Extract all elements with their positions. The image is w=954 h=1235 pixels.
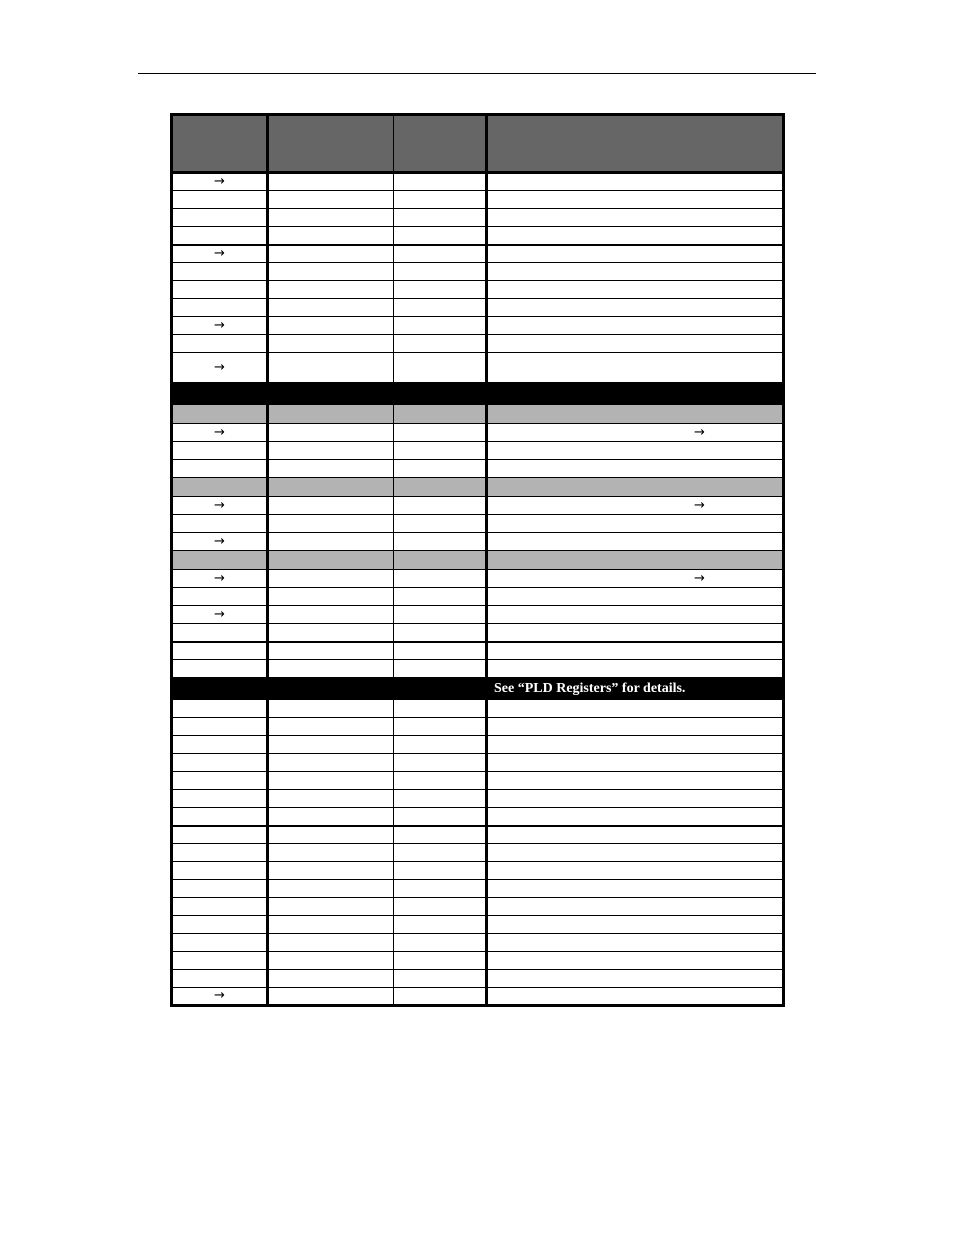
table-row (172, 660, 784, 678)
table-row (172, 736, 784, 754)
table-row (172, 281, 784, 299)
arrow-icon: → (214, 245, 225, 261)
table-row (172, 460, 784, 478)
table-row (172, 898, 784, 916)
arrow-icon: → (214, 424, 225, 440)
table-row (172, 497, 784, 515)
table-row (172, 880, 784, 898)
arrow-icon: → (214, 606, 225, 622)
table-row (172, 790, 784, 808)
subsection-row (172, 551, 784, 570)
table-row (172, 353, 784, 383)
table-row (172, 754, 784, 772)
table-row (172, 970, 784, 988)
arrow-icon: → (214, 497, 225, 513)
table-row (172, 209, 784, 227)
header-cell (394, 115, 487, 173)
table-row (172, 826, 784, 844)
table-row (172, 263, 784, 281)
arrow-icon: → (214, 533, 225, 549)
header-cell (268, 115, 394, 173)
register-table (170, 113, 785, 1007)
arrow-icon: → (214, 570, 225, 586)
table-row (172, 700, 784, 718)
section-row (172, 383, 784, 405)
arrow-icon: → (694, 570, 705, 586)
table-row (172, 916, 784, 934)
table-row (172, 317, 784, 335)
header-cell (487, 115, 784, 173)
arrow-icon: → (214, 359, 225, 375)
table-row (172, 515, 784, 533)
table-row (172, 606, 784, 624)
table-row (172, 934, 784, 952)
table-row (172, 442, 784, 460)
table-row (172, 245, 784, 263)
arrow-icon: → (214, 317, 225, 333)
table-row (172, 570, 784, 588)
table-row (172, 642, 784, 660)
table-row (172, 718, 784, 736)
table-row (172, 808, 784, 826)
arrow-icon: → (214, 174, 225, 189)
table-row (172, 988, 784, 1006)
pld-section-row (172, 678, 784, 700)
pld-section-note: See “PLD Registers” for details. (487, 678, 784, 700)
table-row (172, 191, 784, 209)
header-cell (172, 115, 268, 173)
arrow-icon: → (214, 988, 225, 1003)
table-row (172, 772, 784, 790)
table-row (172, 862, 784, 880)
table-row (172, 533, 784, 551)
arrow-icon: → (694, 497, 705, 513)
table-row (172, 335, 784, 353)
subsection-row (172, 478, 784, 497)
table-row (172, 952, 784, 970)
table-row (172, 173, 784, 191)
table-row (172, 227, 784, 245)
table-row (172, 424, 784, 442)
table-row (172, 624, 784, 642)
page-header-rule (138, 73, 816, 74)
subsection-row (172, 405, 784, 424)
arrow-icon: → (694, 424, 705, 440)
table-row (172, 299, 784, 317)
table-row (172, 844, 784, 862)
table-header-row (172, 115, 784, 173)
table-row (172, 588, 784, 606)
